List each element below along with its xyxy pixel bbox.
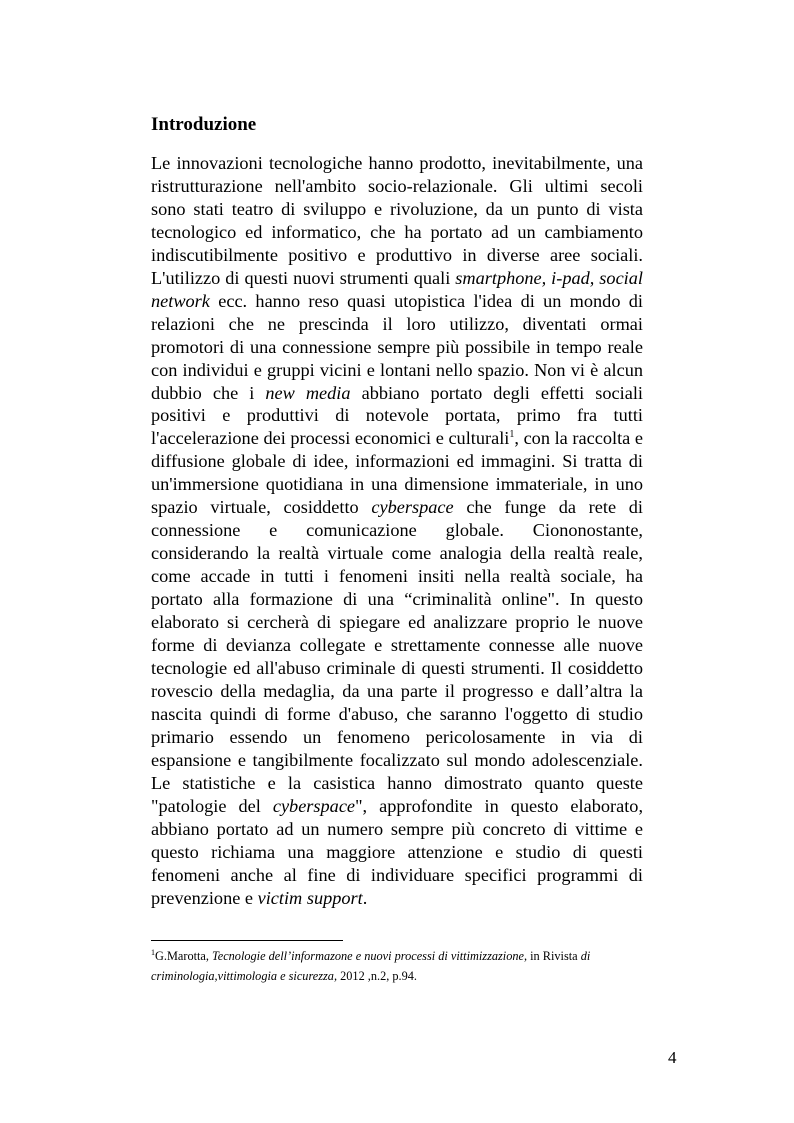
text-run: Le innovazioni tecnologiche hanno prodotto, inevitabilmente, una ristrutturazione nell'ambito socio-relazionale. Gli ultimi secoli sono stati teatro di sviluppo e rivoluzione, da un punto di vista tecnologico ed informatico, che ha portato ad un cambiamento indiscutibilmente positivo e produttivo in diverse aree sociali. L'utilizzo di questi nuovi strumenti quali bbox=[151, 153, 643, 288]
text-run: abbiano portato degli effetti sociali positivi e produttivi di notevole portata, primo fra tutti l'accelerazione dei processi economici e culturali bbox=[151, 382, 643, 449]
text-run: ecc. hanno reso quasi utopistica l'idea di un mondo di relazioni che ne prescinda il loro utilizzo, diventati ormai promotori di una connessione sempre più possibile in tempo reale con individui e gruppi vicini e lontani nello spazio. Non vi è alcun dubbio che i bbox=[151, 290, 643, 403]
footnote-text: in Rivista bbox=[527, 949, 581, 963]
footnote-separator bbox=[151, 940, 343, 941]
page-number: 4 bbox=[668, 1048, 677, 1067]
body-paragraph bbox=[151, 152, 643, 909]
text-run-italic: cyberspace bbox=[272, 795, 356, 816]
footnote-text: G.Marotta, bbox=[155, 949, 213, 963]
footnote-text: 2012 ,n.2, p.94. bbox=[337, 969, 417, 983]
footnote bbox=[151, 946, 646, 986]
text-run-italic: new media bbox=[265, 382, 351, 403]
text-run: . bbox=[362, 887, 368, 908]
text-run: ", approfondite in questo elaborato, abbiano portato ad un numero sempre più concreto di vittime e questo richiama una maggiore attenzione e studio di questi fenomeni anche al fine di individuare specifici programmi di prevenzione e bbox=[151, 795, 644, 908]
section-heading: Introduzione bbox=[151, 114, 257, 135]
footnote-text-italic: di criminologia,vittimologia e sicurezza, bbox=[151, 949, 591, 983]
text-run-italic: victim support bbox=[257, 887, 363, 908]
text-run-italic: cyberspace bbox=[371, 497, 454, 518]
text-run: , con la raccolta e diffusione globale di idee, informazioni ed immagini. Si tratta di un'immersione quotidiana in una dimensione immateriale, in uno spazio virtuale, cosiddetto bbox=[151, 428, 644, 518]
footnote-reference: 1 bbox=[509, 429, 515, 441]
text-run-italic: smartphone, i-pad, social network bbox=[151, 267, 643, 311]
footnote-number: 1 bbox=[151, 947, 155, 957]
footnote-text-italic: Tecnologie dell’informazone e nuovi processi di vittimizzazione, bbox=[212, 949, 528, 963]
text-run: che funge da rete di connessione e comunicazione globale. Ciononostante, considerando la realtà virtuale come analogia della realtà reale, come accade in tutti i fenomeni insiti nella realtà sociale, ha portato alla formazione di una “criminalità online". In questo elaborato si cercherà di spiegare ed analizzare proprio le nuove forme di devianza collegate e strettamente connesse alle nuove tecnologie ed all'abuso criminale di questi strumenti. Il cosiddetto rovescio della medaglia, da una parte il progresso e dall’altra la nascita quindi di forme d'abuso, che saranno l'oggetto di studio primario essendo un fenomeno pericolosamente in via di espansione e tangibilmente focalizzato sul mondo adolescenziale. Le statistiche e la casistica hanno dimostrato quanto queste "patologie del bbox=[151, 497, 643, 816]
